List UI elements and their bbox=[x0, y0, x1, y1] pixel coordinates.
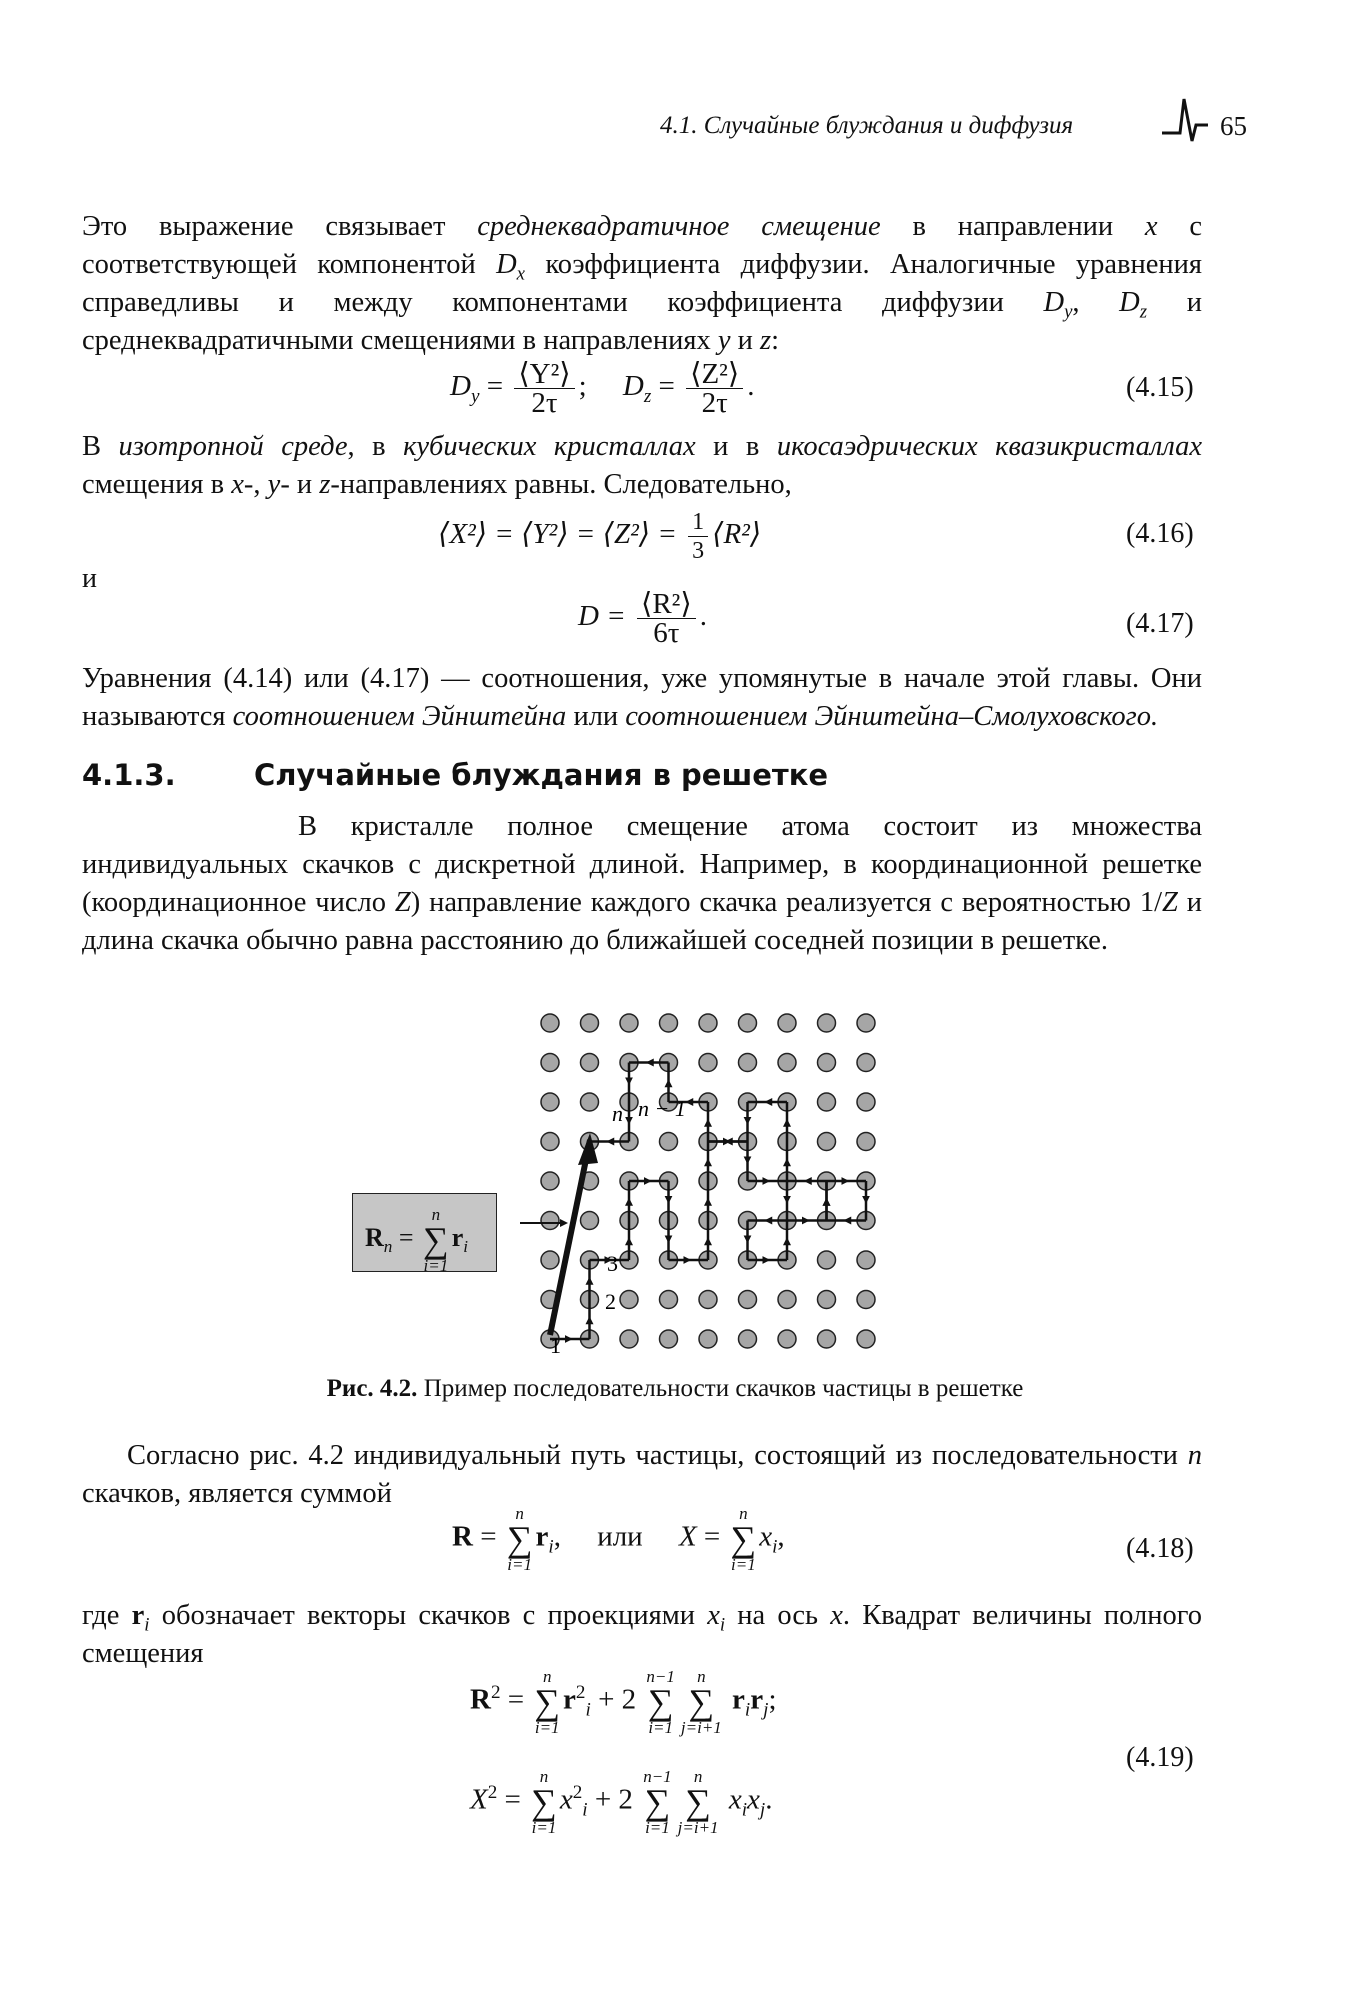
label-2: 2 bbox=[605, 1289, 616, 1314]
label-1: 1 bbox=[550, 1333, 561, 1355]
lattice-node bbox=[541, 1172, 559, 1190]
lattice-node bbox=[620, 1330, 638, 1348]
lattice-node bbox=[818, 1330, 836, 1348]
lattice-node bbox=[620, 1014, 638, 1032]
lattice-node bbox=[857, 1054, 875, 1072]
lattice-node bbox=[660, 1014, 678, 1032]
lattice-node bbox=[581, 1014, 599, 1032]
and-word: и bbox=[82, 563, 97, 594]
lattice-node bbox=[818, 1133, 836, 1151]
section-title: Случайные блуждания в решетке bbox=[254, 758, 829, 792]
equation-number-4-15: (4.15) bbox=[1126, 372, 1194, 403]
lattice-node bbox=[778, 1054, 796, 1072]
page-number: 65 bbox=[1220, 111, 1247, 141]
lattice-node bbox=[699, 1014, 717, 1032]
paragraph-5: Согласно рис. 4.2 индивидуальный путь частицы, состоящий из последовательности n скачков, является суммой bbox=[82, 1440, 1202, 1509]
equation-number-4-18: (4.18) bbox=[1126, 1533, 1194, 1564]
lattice-node bbox=[778, 1291, 796, 1309]
equation-4-15: $D_y$ = $\frac{\text{⟨Y²⟩}}{2\tau}$ ; $D_z$ = $\frac{\text{⟨Z²⟩}}{2\tau}$ . bbox=[450, 358, 755, 419]
paragraph-2: В изотропной среде, в кубических кристаллах и в икосаэдрических квазикристаллах смещения в x-, y- и z-направлениях равны. Следовательно, bbox=[82, 431, 1202, 500]
section-number: 4.1.3. bbox=[82, 758, 176, 792]
lattice-node bbox=[818, 1291, 836, 1309]
pulse-icon bbox=[1160, 95, 1220, 145]
paragraph-1: Это выражение связывает среднеквадратичное смещение в направлении x с соответствующей компонентой $D_x$ коэффициента диффузии. Аналогичные уравнения справедливы и между компонентами коэффициента диффузии $D_y$, $D_z$ и среднеквадратичными смещениями в направлениях y и z: bbox=[82, 211, 1202, 356]
section-heading bbox=[82, 758, 828, 792]
lattice-node bbox=[857, 1014, 875, 1032]
lattice-node bbox=[857, 1291, 875, 1309]
lattice-node bbox=[660, 1291, 678, 1309]
equation-4-18: R = n ∑ i=1 $r_i$, или X = n ∑ i=1 $x_i$, bbox=[452, 1504, 785, 1574]
lattice-node bbox=[541, 1054, 559, 1072]
lattice-node bbox=[818, 1093, 836, 1111]
lattice-node bbox=[699, 1330, 717, 1348]
lattice-node bbox=[778, 1330, 796, 1348]
lattice-node bbox=[541, 1093, 559, 1111]
label-n: n bbox=[612, 1101, 623, 1126]
equation-4-19-line-2: $X^2$ = n ∑ i=1 $x^2_i + 2$ n−1 ∑ i=1 n ∑ j=i+1 $x_ix_j$. bbox=[470, 1767, 773, 1837]
lattice-node bbox=[818, 1054, 836, 1072]
lattice-node bbox=[739, 1330, 757, 1348]
paragraph-6: где $r_i$ обозначает векторы скачков с проекциями $x_i$ на ось x. Квадрат величины полного смещения bbox=[82, 1600, 1203, 1669]
equation-4-19-line-1: $R^2$ = n ∑ i=1 $r^2_i + 2$ n−1 ∑ i=1 n ∑ j=i+1 $r_ir_j$; bbox=[470, 1667, 777, 1737]
lattice-node bbox=[581, 1212, 599, 1230]
equation-4-16: ⟨X²⟩ = ⟨Y²⟩ = ⟨Z²⟩ = $\frac{1}{3}$ ⟨R²⟩ bbox=[438, 509, 762, 564]
lattice-node bbox=[699, 1054, 717, 1072]
lattice-figure bbox=[520, 985, 940, 1355]
lattice-node bbox=[541, 1014, 559, 1032]
lattice-node bbox=[620, 1291, 638, 1309]
lattice-node bbox=[739, 1291, 757, 1309]
displacement-sum-box: $R_n$ = n ∑ i=1 $r_i$ bbox=[352, 1193, 497, 1272]
equation-4-17: D = $\frac{\text{⟨R²⟩}}{6\tau}$ . bbox=[578, 588, 707, 649]
equation-number-4-19: (4.19) bbox=[1126, 1742, 1194, 1773]
equation-number-4-17: (4.17) bbox=[1126, 608, 1194, 639]
lattice-node bbox=[857, 1251, 875, 1269]
lattice-node bbox=[857, 1133, 875, 1151]
lattice-node bbox=[739, 1054, 757, 1072]
paragraph-4: В кристалле полное смещение атома состоит из множества индивидуальных скачков с дискретной длиной. Например, в координационной решетке (координационное число Z) направление каждого скачка реализуется с вероятностью 1/Z и длина скачка обычно равна расстоянию до ближайшей соседней позиции в решетке. bbox=[82, 811, 1202, 956]
figure-caption: Рис. 4.2. Пример последовательности скачков частицы в решетке bbox=[326, 1375, 1024, 1402]
lattice-node bbox=[541, 1251, 559, 1269]
lattice-node bbox=[660, 1330, 678, 1348]
lattice-node bbox=[660, 1133, 678, 1151]
lattice-node bbox=[778, 1014, 796, 1032]
lattice-node bbox=[818, 1014, 836, 1032]
lattice-node bbox=[699, 1291, 717, 1309]
lattice-node bbox=[818, 1251, 836, 1269]
label-n-minus-1: n − 1 bbox=[638, 1096, 686, 1121]
lattice-node bbox=[541, 1212, 559, 1230]
lattice-node bbox=[739, 1014, 757, 1032]
lattice-node bbox=[581, 1054, 599, 1072]
lattice-node bbox=[581, 1093, 599, 1111]
lattice-node bbox=[541, 1133, 559, 1151]
running-head: 4.1. Случайные блуждания и диффузия bbox=[660, 112, 1074, 139]
lattice-node bbox=[857, 1330, 875, 1348]
lattice-node bbox=[857, 1093, 875, 1111]
equation-number-4-16: (4.16) bbox=[1126, 518, 1194, 549]
paragraph-3: Уравнения (4.14) или (4.17) — соотношения, уже упомянутые в начале этой главы. Они называются соотношением Эйнштейна или соотношением Эйнштейна–Смолуховского. bbox=[82, 663, 1202, 732]
label-3: 3 bbox=[607, 1251, 618, 1276]
